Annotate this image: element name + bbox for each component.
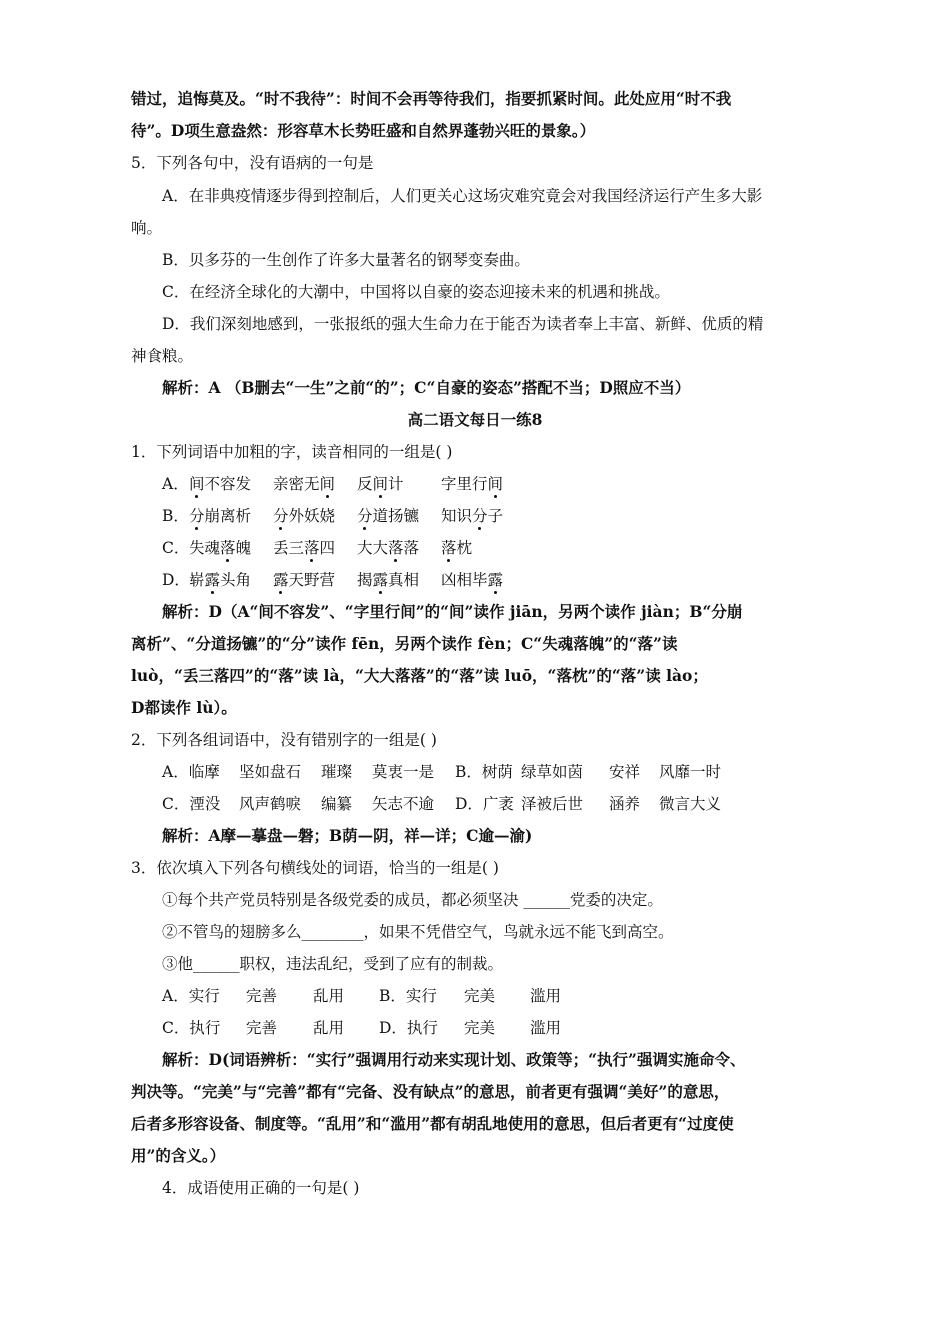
word-part: 揭 [357, 571, 373, 589]
p8-question-3-analysis: 解析：D(词语辨析：“实行”强调用行动来实现计划、政策等；“执行”强调实施命令、 [162, 1050, 746, 1069]
option-b-word: 滥用 [530, 987, 562, 1005]
emphasized-character: 间 [319, 475, 336, 493]
emphasized-character: 分 [273, 507, 289, 525]
option-label: C． [162, 539, 190, 557]
question-5-option-d: D．我们深刻地感到，一张报纸的强大生命力在于能否为读者奉上丰富、新鲜、优质的精 [162, 315, 764, 333]
word: C．湮没 [162, 795, 221, 813]
option-word [273, 505, 357, 527]
p8-question-3-sentence-3: ③他______职权，违法乱纪，受到了应有的制裁。 [162, 955, 504, 973]
option-a-word: 完善 [246, 987, 278, 1005]
option-a-word: 乱用 [313, 987, 345, 1005]
word-part: 头角 [220, 571, 252, 589]
option-word [441, 569, 503, 591]
word: D．广袤 [455, 795, 514, 813]
emphasized-character: 间 [189, 475, 205, 493]
question-5-stem: 5．下列各句中，没有语病的一句是 [131, 154, 374, 172]
option-b-word: B．实行 [379, 987, 437, 1005]
p8-question-2-analysis: 解析：A摩—摹盘—磐；B荫—阴，祥—详；C逾—渝) [162, 826, 533, 845]
question-5-option-a-cont: 响。 [131, 219, 163, 237]
option-d-word: D．执行 [379, 1019, 438, 1037]
p8-question-1-analysis: 离析”、“分道扬镳”的“分”读作 fēn，另两个读作 fèn；C“失魂落魄”的“落”读 [131, 634, 678, 653]
p8-question-1-option-row [162, 473, 503, 495]
option-word [189, 505, 273, 527]
emphasized-character: 落 [441, 539, 457, 557]
word-part: 亲密无 [273, 475, 320, 493]
p8-question-3-analysis: 判决等。“完美”与“完善”都有“完备、没有缺点”的意思，前者更有强调“美好”的意思， [131, 1082, 730, 1101]
emphasized-character: 间 [372, 475, 389, 493]
option-word [357, 537, 441, 559]
word-part: 崭 [189, 571, 205, 589]
option-word [189, 569, 273, 591]
option-word [189, 473, 273, 495]
option-label: A． [162, 475, 189, 493]
question-5-option-a: A．在非典疫情逐步得到控制后，人们更关心这场灾难究竟会对我国经济运行产生多大影 [162, 187, 763, 205]
word-part: 计 [388, 475, 404, 493]
option-word [441, 537, 472, 559]
p8-question-3-analysis: 后者多形容设备、制度等。“乱用”和“滥用”都有胡乱地使用的意思，但后者更有“过度使 [131, 1114, 734, 1133]
p8-question-3-sentence-1: ①每个共产党员特别是各级党委的成员，都必须坚决 ______党委的决定。 [162, 891, 663, 909]
p8-question-3-options-ab [162, 985, 561, 1007]
word: 莫衷一是 [372, 763, 435, 781]
p8-question-1-analysis: 解析：D（A“间不容发”、“字里行间”的“间”读作 jiān，另两个读作 jiàn；B“分崩 [162, 602, 743, 621]
word-part: 落 [403, 539, 420, 557]
p8-question-2-stem: 2．下列各组词语中，没有错别字的一组是( ) [131, 731, 437, 749]
option-word [273, 537, 357, 559]
option-c-word: 完善 [246, 1019, 278, 1037]
option-d-word: 完美 [464, 1019, 496, 1037]
option-c-word: C．执行 [162, 1019, 221, 1037]
answer-continuation-line: 错过，追悔莫及。“时不我待”：时间不会再等待我们，指要抓紧时间。此处应用“时不我 [131, 89, 732, 108]
word: 泽被后世 [521, 795, 584, 813]
p8-question-1-analysis: D都读作 lù）。 [131, 698, 237, 717]
emphasized-character: 分 [189, 507, 205, 525]
p8-question-1-analysis: luò，“丢三落四”的“落”读 là，“大大落落”的“落”读 luō，“落枕”的“落”读 lào； [131, 666, 708, 685]
word: 涵养 [609, 795, 641, 813]
word-part: 字里行 [441, 475, 488, 493]
question-5-option-d-cont: 神食粮。 [131, 347, 194, 365]
word: 编纂 [321, 795, 353, 813]
option-d-word: 滥用 [530, 1019, 562, 1037]
option-word [357, 505, 441, 527]
emphasized-character: 露 [372, 571, 389, 589]
emphasized-character: 露 [273, 571, 289, 589]
p8-question-1-option-row [162, 537, 472, 559]
p8-question-1-option-row [162, 505, 503, 527]
option-word [441, 505, 503, 527]
question-5-option-b: B．贝多芬的一生创作了许多大量著名的钢琴变奏曲。 [162, 251, 530, 269]
question-5-analysis: 解析：A （B删去“一生”之前“的”；C“自豪的姿态”搭配不当；D照应不当） [162, 378, 691, 397]
option-word [273, 473, 357, 495]
emphasized-character: 露 [204, 571, 221, 589]
word: 坚如盘石 [239, 763, 302, 781]
answer-continuation-line: 待”。D项生意盎然：形容草木长势旺盛和自然界蓬勃兴旺的景象。） [131, 121, 596, 140]
word: 绿草如茵 [521, 763, 584, 781]
emphasized-character: 落 [220, 539, 236, 557]
word-part: 反 [357, 475, 373, 493]
question-5-option-c: C．在经济全球化的大潮中，中国将以自豪的姿态迎接未来的机遇和挑战。 [162, 283, 670, 301]
option-a-word: A．实行 [162, 987, 220, 1005]
word-part: 失魂 [189, 539, 221, 557]
p8-question-3-analysis: 用”的含义。） [131, 1146, 226, 1165]
word-part: 不容发 [204, 475, 252, 493]
option-c-word: 乱用 [313, 1019, 345, 1037]
option-label: B． [162, 507, 189, 525]
emphasized-character: 露 [487, 571, 504, 589]
word-part: 四 [319, 539, 336, 557]
option-word [357, 473, 441, 495]
word-part: 枕 [456, 539, 473, 557]
emphasized-character: 落 [304, 539, 320, 557]
word: 风声鹤唳 [239, 795, 302, 813]
p8-question-3-stem: 3．依次填入下列各句横线处的词语，恰当的一组是( ) [131, 859, 499, 877]
option-word [189, 537, 273, 559]
section-title: 高二语文每日一练8 [407, 410, 543, 429]
word-part: 丢三 [273, 539, 305, 557]
p8-question-4-stem: 4．成语使用正确的一句是( ) [162, 1179, 360, 1197]
option-word [273, 569, 357, 591]
word: A．临摩 [162, 763, 220, 781]
p8-question-1-option-row [162, 569, 503, 591]
option-word [357, 569, 441, 591]
word: 璀璨 [321, 763, 353, 781]
p8-question-1-stem: 1．下列词语中加粗的字，读音相同的一组是( ) [131, 443, 453, 461]
word-part: 真相 [388, 571, 420, 589]
option-label: D． [162, 571, 190, 589]
word-part: 崩离析 [204, 507, 252, 525]
word-part: 魄 [235, 539, 252, 557]
word-part: 外妖娆 [288, 507, 336, 525]
word-part: 凶相毕 [441, 571, 488, 589]
word-part: 知识 [441, 507, 473, 525]
p8-question-3-options-cd [162, 1017, 561, 1039]
word: 微言大义 [659, 795, 722, 813]
word: B．树荫 [455, 763, 513, 781]
p8-question-2-row-2 [162, 793, 721, 815]
emphasized-character: 落 [388, 539, 404, 557]
word-part: 大大 [357, 539, 389, 557]
word-part: 天野营 [288, 571, 336, 589]
word: 安祥 [609, 763, 641, 781]
option-b-word: 完美 [464, 987, 496, 1005]
option-word [441, 473, 503, 495]
emphasized-character: 间 [487, 475, 504, 493]
word-part: 子 [487, 507, 504, 525]
p8-question-3-sentence-2: ②不管鸟的翅膀多么________，如果不凭借空气，鸟就永远不能飞到高空。 [162, 923, 674, 941]
word: 矢志不逾 [372, 795, 435, 813]
emphasized-character: 分 [357, 507, 373, 525]
word: 风靡一时 [659, 763, 722, 781]
word-part: 道扬镳 [372, 507, 420, 525]
p8-question-2-row-1 [162, 761, 721, 783]
emphasized-character: 分 [472, 507, 488, 525]
